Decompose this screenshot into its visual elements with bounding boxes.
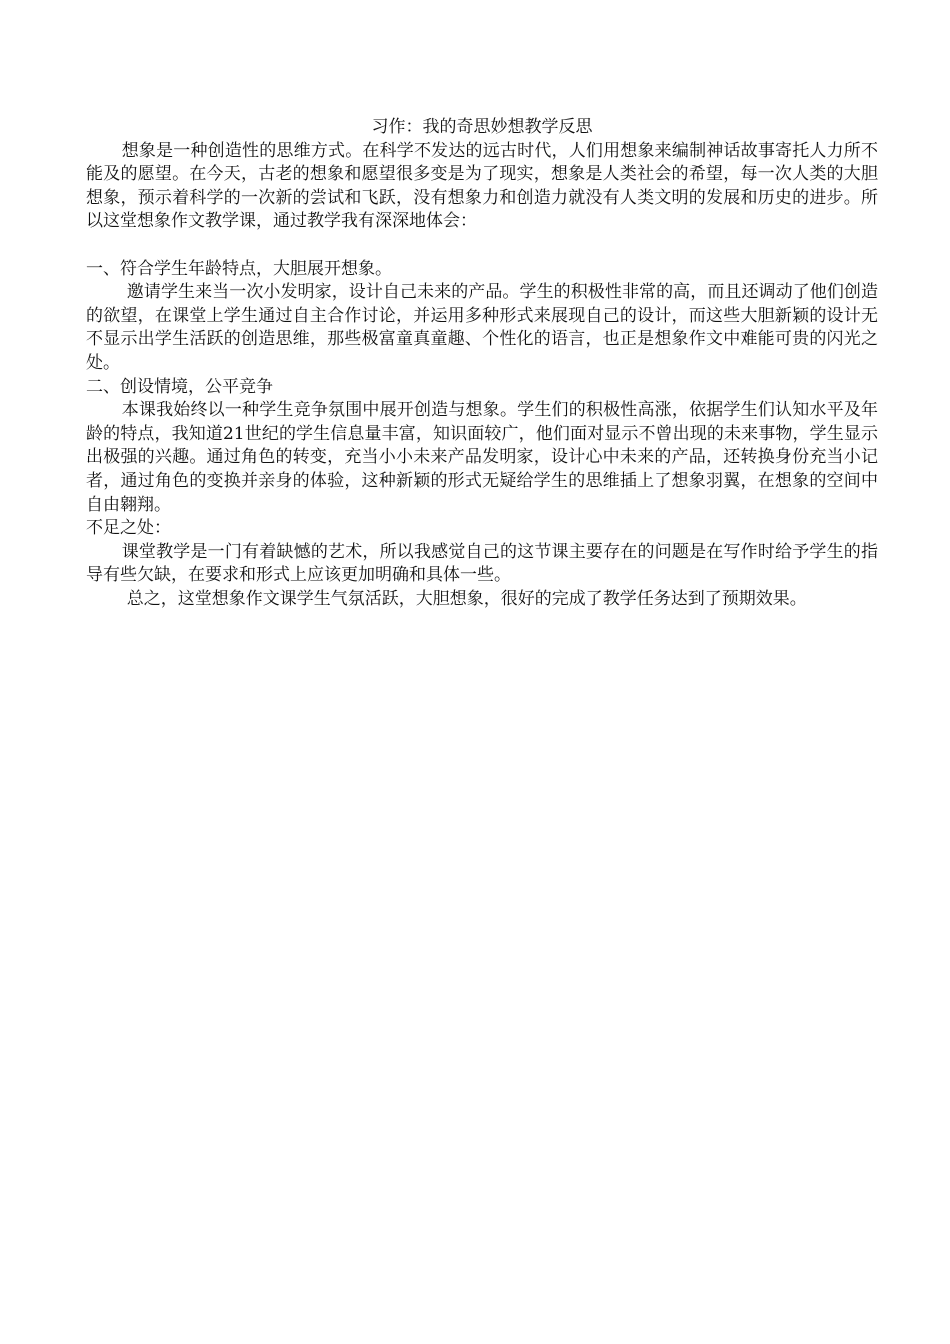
- intro-paragraph: 想象是一种创造性的思维方式。在科学不发达的远古时代，人们用想象来编制神话故事寄托人力所不能及的愿望。在今天，古老的想象和愿望很多变是为了现实，想象是人类社会的希望，每一次人类的大胆想象，预示着科学的一次新的尝试和飞跃，没有想象力和创造力就没有人类文明的发展和历史的进步。所以这堂想象作文教学课，通过教学我有深深地体会：: [86, 140, 878, 232]
- section3-heading: 不足之处：: [86, 518, 171, 539]
- section2-paragraph: 本课我始终以一种学生竞争氛围中展开创造与想象。学生们的积极性高涨，依据学生们认知水平及年龄的特点，我知道21世纪的学生信息量丰富，知识面较广，他们面对显示不曾出现的未来事物，学生显示出极强的兴趣。通过角色的转变，充当小小未来产品发明家，设计心中未来的产品，还转换身份充当小记者，通过角色的变换并亲身的体验，这种新颖的形式无疑给学生的思维插上了想象羽翼，在想象的空间中自由翱翔。: [86, 400, 878, 515]
- document-title: 习作：我的奇思妙想教学反思: [371, 117, 593, 137]
- conclusion-paragraph: 总之，这堂想象作文课学生气氛活跃，大胆想象，很好的完成了教学任务达到了预期效果。: [126, 588, 807, 609]
- section3-paragraph: 课堂教学是一门有着缺憾的艺术，所以我感觉自己的这节课主要存在的问题是在写作时给予学生的指导有些欠缺，在要求和形式上应该更加明确和具体一些。: [86, 541, 878, 586]
- section2-heading: 二、创设情境，公平竞争: [86, 376, 273, 397]
- section1-heading: 一、符合学生年龄特点，大胆展开想象。: [86, 258, 392, 279]
- document-page: [86, 116, 878, 611]
- blank-line: [86, 234, 878, 258]
- section1-paragraph: 邀请学生来当一次小发明家，设计自己未来的产品。学生的积极性非常的高，而且还调动了他们创造的欲望，在课堂上学生通过自主合作讨论，并运用多种形式来展现自己的设计，而这些大胆新颖的设计无不显示出学生活跃的创造思维，那些极富童真童趣、个性化的语言，也正是想象作文中难能可贵的闪光之处。: [86, 282, 878, 373]
